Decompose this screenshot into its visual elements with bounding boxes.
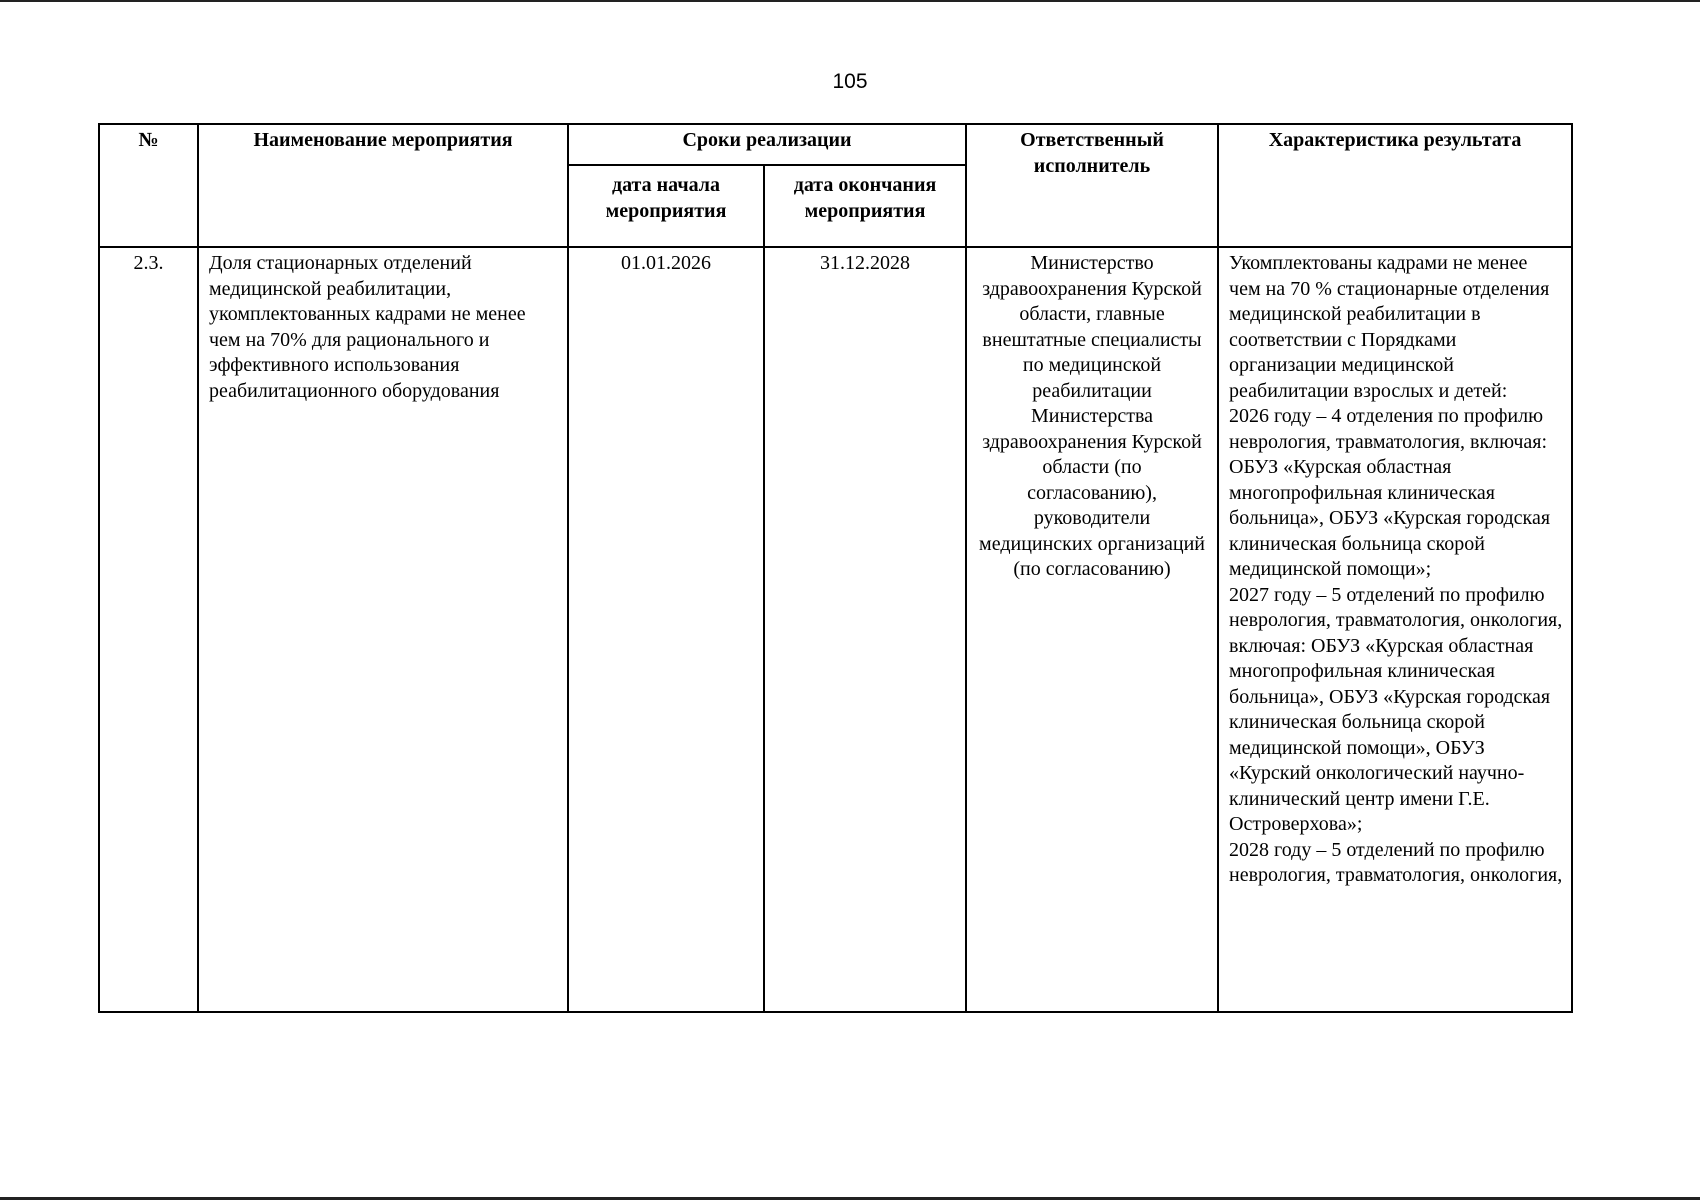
result-2026: 2026 году – 4 отделения по профилю неврология, травматология, включая: ОБУЗ «Курская областная многопрофильная клиническая больница», ОБУЗ «Курская городская клиническая больница скорой медицинской помощи»; [1229,405,1551,580]
result-description [1218,247,1572,1012]
measure-name: Доля стационарных отделений медицинской реабилитации, укомплектованных кадрами не менее чем на 70% для рационального и эффективного использования реабилитационного оборудования [198,247,568,1012]
result-intro: Укомплектованы кадрами не менее чем на 70 % стационарные отделения медицинской реабилитации в соответствии с Порядками организации медицинской реабилитации взрослых и детей: [1229,252,1550,402]
header-result: Характеристика результата [1218,124,1572,247]
header-num: № [99,124,198,247]
row-number: 2.3. [99,247,198,1012]
result-2027: 2027 году – 5 отделений по профилю неврология, травматология, онкология, включая: ОБУЗ «Курская областная многопрофильная клиническая больница», ОБУЗ «Курская городская клиническая больница скорой медицинской помощи», ОБУЗ «Курский онкологический научно-клинический центр имени Г.Е. Островерхова»; [1229,583,1563,835]
header-row-main [99,124,1572,165]
table-row [99,247,1572,1012]
start-date: 01.01.2026 [568,247,764,1012]
header-start-date: дата начала мероприятия [568,165,764,247]
header-period: Сроки реализации [568,124,966,165]
page-number: 105 [832,70,868,93]
header-name: Наименование мероприятия [198,124,568,247]
header-responsible: Ответственный исполнитель [966,124,1218,247]
end-date: 31.12.2028 [764,247,966,1012]
result-2028: 2028 году – 5 отделений по профилю неврология, травматология, онкология, [1229,838,1563,886]
measures-table [98,123,1573,1013]
responsible-executor: Министерство здравоохранения Курской области, главные внештатные специалисты по медицинской реабилитации Министерства здравоохранения Курской области (по согласованию), руководители медицинских организаций (по согласованию) [966,247,1218,1012]
header-end-date: дата окончания мероприятия [764,165,966,247]
scan-edge-top [0,0,1700,2]
